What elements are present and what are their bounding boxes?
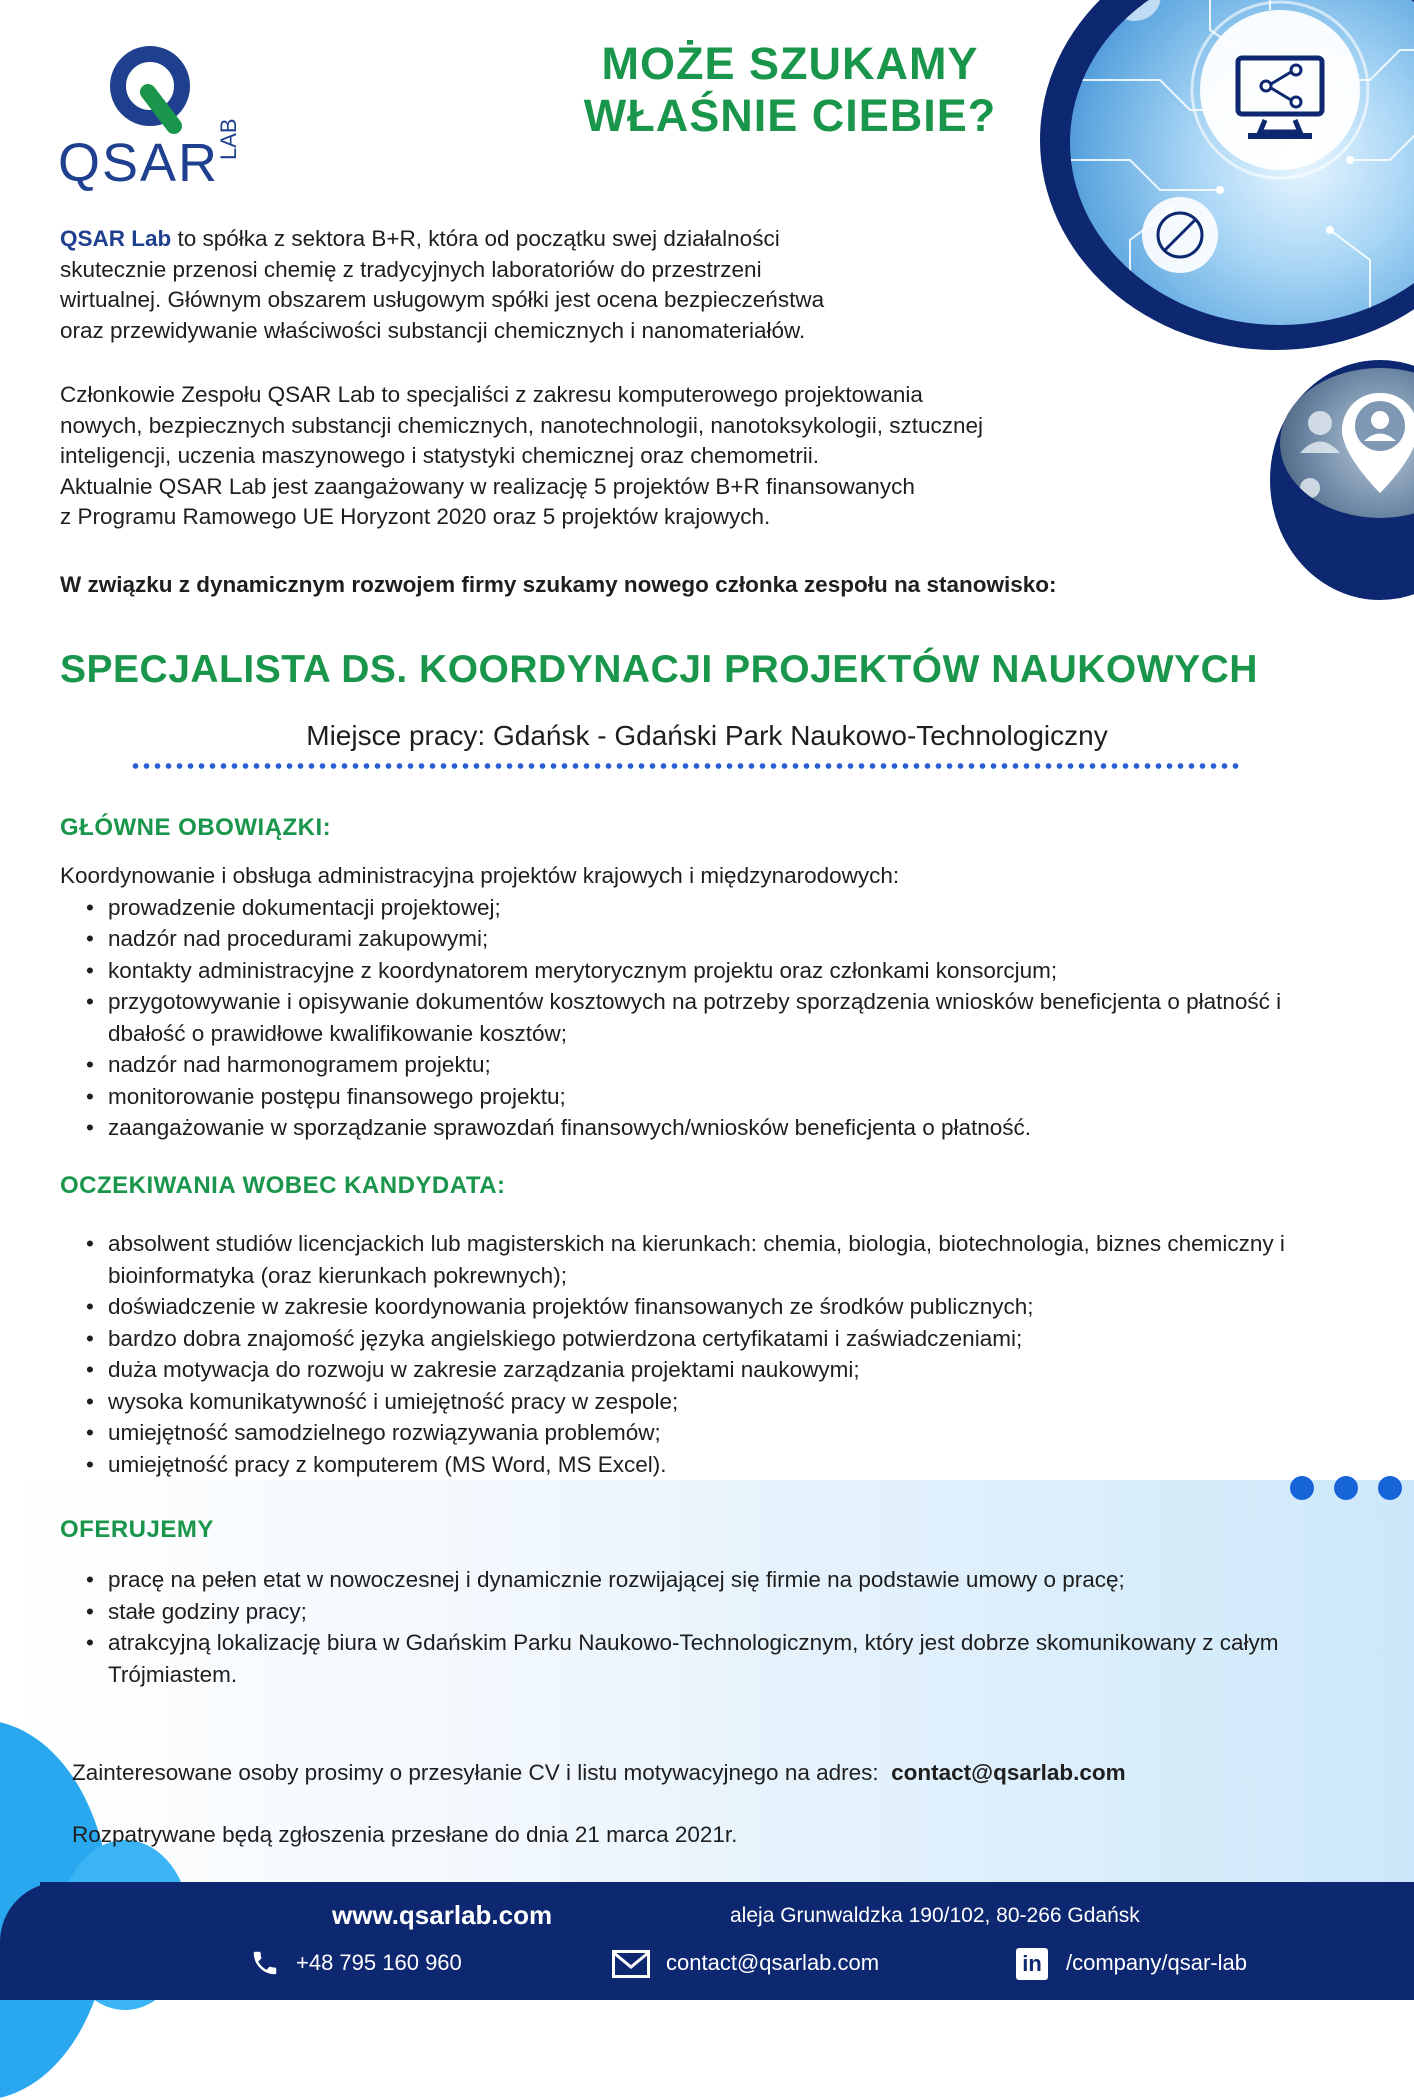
intro-line: nowych, bezpiecznych substancji chemicznych, nanotechnologii, nanotoksykologii, sztucznej <box>60 412 984 438</box>
position-lead-in: W związku z dynamicznym rozwojem firmy szukamy nowego członka zespołu na stanowisko: <box>60 572 1057 597</box>
list-item: • stałe godziny pracy; <box>108 1596 1338 1628</box>
application-deadline: Rozpatrywane będą zgłoszenia przesłane do dnia 21 marca 2021r. <box>72 1822 738 1847</box>
footer-address: aleja Grunwaldzka 190/102, 80-266 Gdańsk <box>730 1904 1140 1927</box>
company-name: QSAR Lab <box>60 226 172 251</box>
expectations-section <box>60 1228 1360 1480</box>
headline <box>520 38 1060 142</box>
list-item: • absolwent studiów licencjackich lub magisterskich na kierunkach: chemia, biologia, biotechnologia, biznes chemiczny i bioinformatyka (oraz kierunkach pokrewnych); <box>108 1228 1358 1291</box>
logo-wordmark: QSAR <box>58 133 220 193</box>
apply-email-link[interactable]: contact@qsarlab.com <box>891 1760 1126 1785</box>
qsar-lab-logo <box>58 40 241 193</box>
intro-line: Aktualnie QSAR Lab jest zaangażowany w realizację 5 projektów B+R finansowanych <box>60 473 915 499</box>
footer <box>40 1882 1414 2000</box>
job-location: Miejsce pracy: Gdańsk - Gdański Park Naukowo-Technologiczny <box>306 720 1108 751</box>
list-item: • prowadzenie dokumentacji projektowej; <box>108 892 1338 924</box>
intro-line: inteligencji, uczenia maszynowego i statystyki chemicznej oraz chemometrii. <box>60 443 820 468</box>
expectations-heading: OCZEKIWANIA WOBEC KANDYDATA: <box>60 1172 506 1199</box>
email-icon <box>612 1950 650 1978</box>
list-item: • pracę na pełen etat w nowoczesnej i dynamicznie rozwijającej się firmie na podstawie umowy o pracę; <box>108 1564 1308 1596</box>
user-pin-icon <box>1342 393 1414 493</box>
intro-line: z Programu Ramowego UE Horyzont 2020 oraz 5 projektów krajowych. <box>60 504 771 529</box>
dotted-divider <box>130 762 1240 770</box>
list-item: • przygotowywanie i opisywanie dokumentów kosztowych na potrzeby sporządzenia wniosków beneficjenta o płatność i dbałość o prawidłowe kwalifikowanie kosztów; <box>108 986 1308 1049</box>
intro-line: to spółka z sektora B+R, która od początku swej działalności <box>171 226 780 251</box>
list-item: • kontakty administracyjne z koordynatorem merytorycznym projektu oraz członkami konsorcjum; <box>108 955 1338 987</box>
phone-icon <box>250 1948 280 1978</box>
intro-line: Członkowie Zespołu QSAR Lab to specjaliści z zakresu komputerowego projektowania <box>60 382 923 407</box>
duties-intro: Koordynowanie i obsługa administracyjna projektów krajowych i międzynarodowych: <box>60 863 900 888</box>
intro-line: skutecznie przenosi chemię z tradycyjnych laboratoriów do przestrzeni <box>60 256 762 282</box>
footer-phone[interactable]: +48 795 160 960 <box>296 1950 462 1975</box>
decorative-dot <box>1334 1476 1358 1500</box>
logo-lab-text: LAB <box>216 118 241 160</box>
list-item: • umiejętność pracy z komputerem (MS Word, MS Excel). <box>108 1449 1398 1481</box>
job-title: SPECJALISTA DS. KOORDYNACJI PROJEKTÓW NAUKOWYCH <box>60 648 1258 691</box>
offer-section <box>60 1564 1360 1690</box>
intro-paragraph-1 <box>60 224 1020 346</box>
list-item: • monitorowanie postępu finansowego projektu; <box>108 1081 1338 1113</box>
footer-linkedin-link[interactable]: /company/qsar-lab <box>1066 1950 1247 1975</box>
intro-paragraph-2 <box>60 380 1240 533</box>
headline-line-1: MOŻE SZUKAMY <box>601 38 979 89</box>
headline-line-2: WŁAŚNIE CIEBIE? <box>583 90 997 141</box>
list-item: • nadzór nad procedurami zakupowymi; <box>108 923 1338 955</box>
list-item: • nadzór nad harmonogramem projektu; <box>108 1049 1338 1081</box>
list-item: • bardzo dobra znajomość języka angielskiego potwierdzona certyfikatami i zaświadczeniami; <box>108 1323 1398 1355</box>
list-item: • umiejętność samodzielnego rozwiązywania problemów; <box>108 1417 1398 1449</box>
duties-heading: GŁÓWNE OBOWIĄZKI: <box>60 814 332 841</box>
apply-instructions <box>72 1758 1126 1789</box>
apply-text: Zainteresowane osoby prosimy o przesyłanie CV i listu motywacyjnego na adres: <box>72 1760 879 1785</box>
list-item: • zaangażowanie w sporządzanie sprawozdań finansowych/wniosków beneficjenta o płatność. <box>108 1112 1338 1144</box>
intro-line: oraz przewidywanie właściwości substancji chemicznych i nanomateriałów. <box>60 317 806 343</box>
duties-section <box>60 860 1360 1144</box>
footer-email-link[interactable]: contact@qsarlab.com <box>666 1950 880 1975</box>
intro-line: wirtualnej. Głównym obszarem usługowym spółki jest ocena bezpieczeństwa <box>60 287 825 312</box>
list-item: • duża motywacja do rozwoju w zakresie zarządzania projektami naukowymi; <box>108 1354 1398 1386</box>
logo-mark-icon <box>100 40 204 140</box>
list-item: • doświadczenie w zakresie koordynowania projektów finansowanych ze środków publicznych; <box>108 1291 1398 1323</box>
list-item: • atrakcyjną lokalizację biura w Gdańskim Parku Naukowo-Technologicznym, który jest dobrze skomunikowany z całym Trójmiastem. <box>108 1627 1308 1690</box>
footer-website-link[interactable]: www.qsarlab.com <box>332 1900 553 1930</box>
decorative-dot <box>1378 1476 1402 1500</box>
offer-heading: OFERUJEMY <box>60 1516 214 1543</box>
decorative-dot <box>1290 1476 1314 1500</box>
list-item: • wysoka komunikatywność i umiejętność pracy w zespole; <box>108 1386 1398 1418</box>
linkedin-icon: in <box>1016 1948 1048 1980</box>
